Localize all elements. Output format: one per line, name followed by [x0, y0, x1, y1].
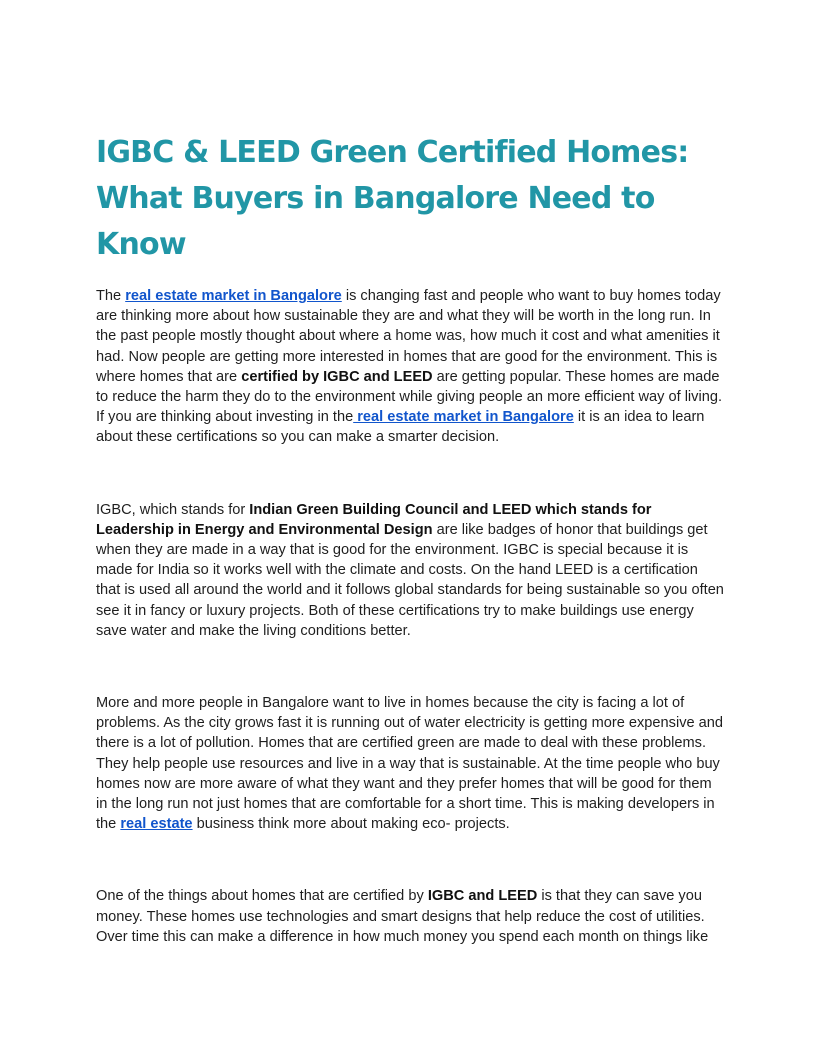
paragraph-bangalore-demand — [96, 693, 724, 834]
page-title: IGBC & LEED Green Certified Homes: What Buyers in Bangalore Need to Know — [96, 135, 689, 262]
paragraph-intro — [96, 286, 724, 448]
text-run: is changing fast and people who want to buy homes today are thinking more about how sustainable they are and what they will be worth in the long run. In the past people mostly thought about where a home was, how much it cost and what amenities it had. Now people are getting more interested in homes that are good for the environment. This is where homes that are — [96, 288, 721, 385]
link-real-estate-market-bangalore[interactable]: real estate market in Bangalore — [125, 288, 342, 304]
bold-certified-igbc-leed: certified by IGBC and LEED — [241, 368, 433, 385]
bold-igbc-and-leed: IGBC and LEED — [427, 888, 538, 905]
text-run: One of the things about homes that are certified by — [96, 888, 428, 905]
text-run: IGBC, which stands for — [96, 501, 250, 518]
text-run: More and more people in Bangalore want to live in homes because the city is facing a lot of problems. As the city grows fast it is running out of water electricity is getting more expensive and there is a lot of pollution. Homes that are certified green are made to deal with these problems. They help people use resources and live in a way that is sustainable. At the time people who buy homes now are more aware of what they want and they prefer homes that will be good for them in the long run not just homes that are comfortable for a short time. This is making developers in the — [96, 695, 724, 833]
text-run: The — [96, 288, 126, 304]
paragraph-cost-savings — [96, 886, 724, 947]
bold-igbc-leed-full-names: Indian Green Building Council and LEED which stands for Leadership in Energy and Environmental Design — [96, 501, 652, 538]
text-run: are getting popular. These homes are made to reduce the harm they do to the environment while giving people an more efficient way of living. If you are thinking about investing in the — [96, 368, 722, 426]
document-body — [96, 130, 724, 947]
paragraph-igbc-leed-definition — [96, 500, 724, 641]
link-real-estate-market-bangalore-2[interactable]: real estate market in Bangalore — [353, 409, 574, 426]
link-real-estate[interactable]: real estate — [120, 816, 193, 833]
text-run: business think more about making eco- projects. — [192, 816, 510, 833]
text-run: are like badges of honor that buildings get when they are made in a way that is good for the environment. IGBC is special because it is made for India so it works well with the climate and costs. On the hand LEED is a certification that is used all around the world and it follows global standards for being sustainable so you often see it in fancy or luxury projects. Both of these certifications try to make buildings use energy save water and make the living conditions better. — [96, 521, 724, 639]
text-run: is that they can save you money. These homes use technologies and smart designs that help reduce the cost of utilities. Over time this can make a difference in how much money you spend each month on things like — [96, 888, 709, 945]
text-run: it is an idea to learn about these certifications so you can make a smarter decision. — [96, 409, 705, 446]
